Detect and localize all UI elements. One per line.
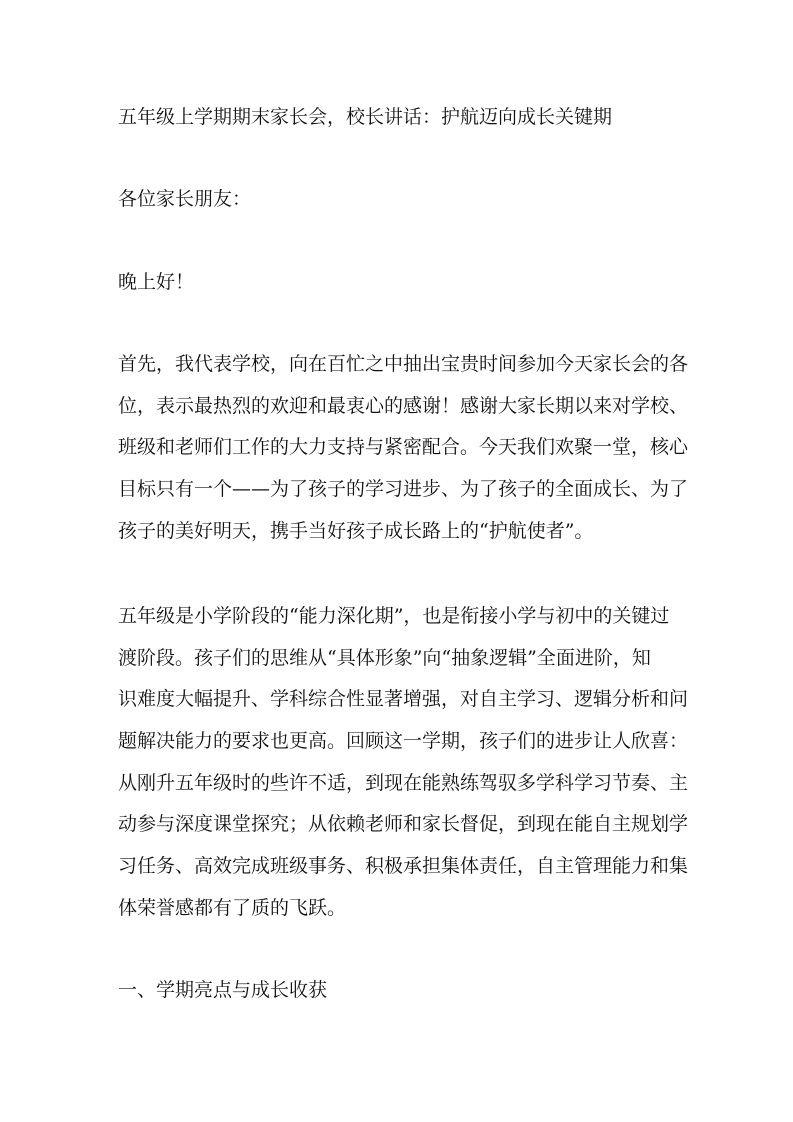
paragraph-line: 五年级是小学阶段的“能力深化期”，也是衔接小学与初中的关键过 bbox=[118, 605, 670, 627]
greeting: 晚上好！ bbox=[118, 271, 195, 293]
salutation: 各位家长朋友： bbox=[118, 188, 252, 210]
paragraph-line: 首先，我代表学校，向在百忙之中抽出宝贵时间参加今天家长会的各 bbox=[118, 353, 689, 375]
paragraph-welcome bbox=[118, 344, 688, 552]
paragraph-grade-five bbox=[118, 596, 688, 930]
paragraph-line: 孩子的美好明天，携手当好孩子成长路上的“护航使者”。 bbox=[118, 519, 594, 542]
paragraph-line: 习任务、高效完成班级事务、积极承担集体责任，自主管理能力和集 bbox=[118, 855, 689, 878]
paragraph-line: 体荣誉感都有了质的飞跃。 bbox=[118, 896, 347, 919]
paragraph-line: 目标只有一个——为了孩子的学习进步、为了孩子的全面成长、为了 bbox=[118, 478, 689, 501]
paragraph-line: 动参与深度课堂探究；从依赖老师和家长督促，到现在能自主规划学 bbox=[118, 813, 689, 836]
paragraph-line: 渡阶段。孩子们的思维从“具体形象”向“抽象逻辑”全面进阶，知 bbox=[118, 646, 651, 669]
paragraph-line: 识难度大幅提升、学科综合性显著增强，对自主学习、逻辑分析和问 bbox=[118, 688, 689, 711]
paragraph-line: 从刚升五年级时的些许不适，到现在能熟练驾驭多学科学习节奏、主 bbox=[118, 771, 689, 794]
section-heading: 一、学期亮点与成长收获 bbox=[118, 979, 328, 1001]
paragraph-line: 班级和老师们工作的大力支持与紧密配合。今天我们欢聚一堂，核心 bbox=[118, 436, 689, 459]
paragraph-line: 题解决能力的要求也更高。回顾这一学期，孩子们的进步让人欣喜： bbox=[118, 730, 689, 753]
document-title: 五年级上学期期末家长会，校长讲话：护航迈向成长关键期 bbox=[118, 106, 613, 128]
paragraph-line: 位，表示最热烈的欢迎和最衷心的感谢！感谢大家长期以来对学校、 bbox=[118, 394, 689, 417]
